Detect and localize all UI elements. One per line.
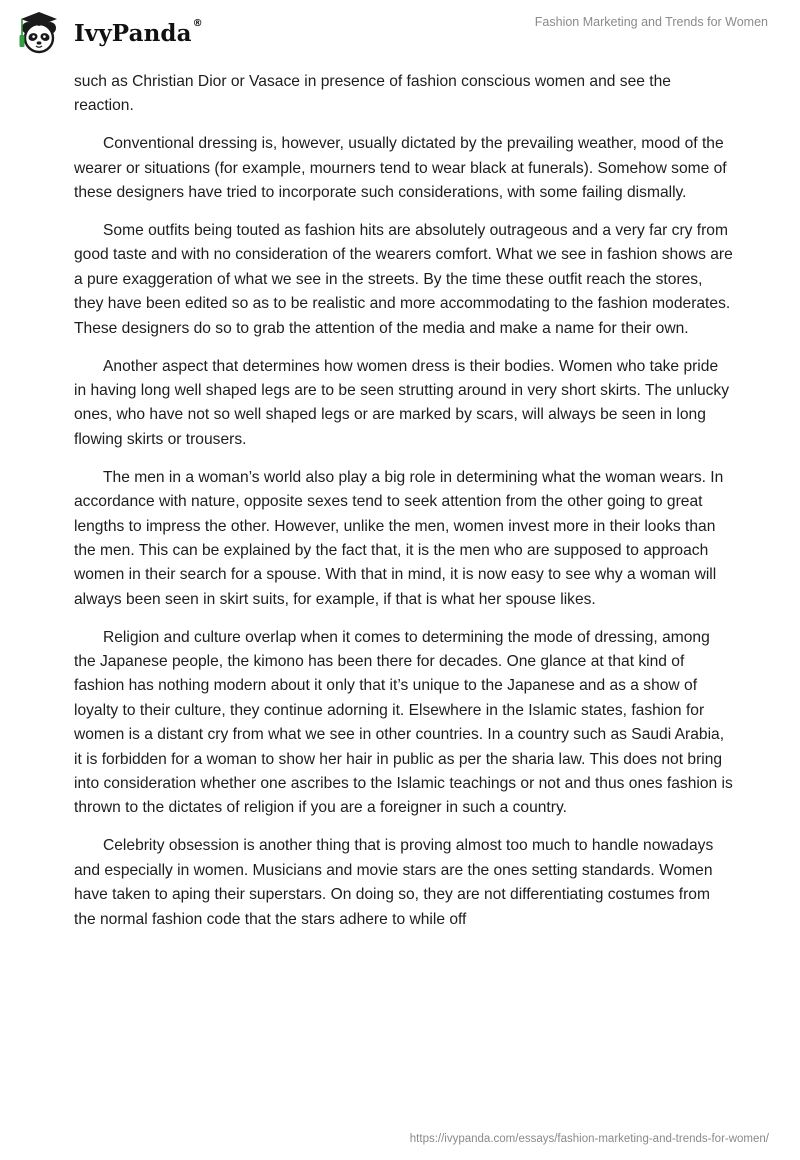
paragraph: Conventional dressing is, however, usually dictated by the prevailing weather, mood of the wearer or situations (for example, mourners tend to wear black at funerals). Somehow some of these designers have tried to incorporate such considerations, with some failing dismally. [74, 135, 727, 202]
essay-body [74, 70, 734, 946]
paragraph: such as Christian Dior or Vasace in presence of fashion conscious women and see the reaction. [74, 73, 671, 115]
brand-name: IvyPanda® [74, 17, 203, 47]
brand-logo[interactable] [14, 8, 203, 56]
paragraph: Celebrity obsession is another thing that is proving almost too much to handle nowadays and especially in women. Musicians and movie stars are the ones setting standards. Women have taken to aping their superstars. On doing so, they are not differentiating costumes from the normal fashion code that the stars adhere to while off [74, 837, 714, 928]
page-header [0, 0, 800, 64]
paragraph: Religion and culture overlap when it comes to determining the mode of dressing, among the Japanese people, the kimono has been there for decades. One glance at that kind of fashion has nothing modern about it only that it’s unique to the Japanese and as a show of loyalty to their culture, they continue adorning it. Elsewhere in the Islamic states, fashion for women is a distant cry from what we see in other countries. In a country such as Saudi Arabia, it is forbidden for a woman to show her hair in public as per the sharia law. This does not bring into consideration whether one ascribes to the Islamic teachings or not and thus ones fashion is thrown to the dictates of religion if you are a foreigner in such a country. [74, 628, 733, 817]
source-url[interactable]: https://ivypanda.com/essays/fashion-marketing-and-trends-for-women/ [409, 1133, 769, 1145]
paragraph: The men in a woman’s world also play a big role in determining what the woman wears. In accordance with nature, opposite sexes tend to seek attention from the other going to great lengths to impress the other. However, unlike the men, women invest more in their looks than the men. This can be explained by the fact that, it is the men who are supposed to approach women in their search for a spouse. With that in mind, it is now easy to see why a woman will always been seen in skirt suits, for example, if that is what her spouse likes. [74, 468, 724, 608]
paragraph: Some outfits being touted as fashion hits are absolutely outrageous and a very far cry from good taste and with no consideration of the wearers comfort. What we see in fashion shows are a pure exaggeration of what we see in the streets. By the time these outfit reach the stores, they have been edited so as to be realistic and more accommodating to the fashion moderates. These designers do so to grab the attention of the media and make a name for their own. [74, 222, 733, 337]
document-title: Fashion Marketing and Trends for Women [534, 15, 768, 29]
panda-graduation-cap-icon [14, 8, 70, 56]
paragraph: Another aspect that determines how women dress is their bodies. Women who take pride in having long well shaped legs are to be seen strutting around in very short skirts. The unlucky ones, who have not so well shaped legs or are marked by scars, will always be seen in long flowing skirts or trousers. [74, 357, 730, 448]
